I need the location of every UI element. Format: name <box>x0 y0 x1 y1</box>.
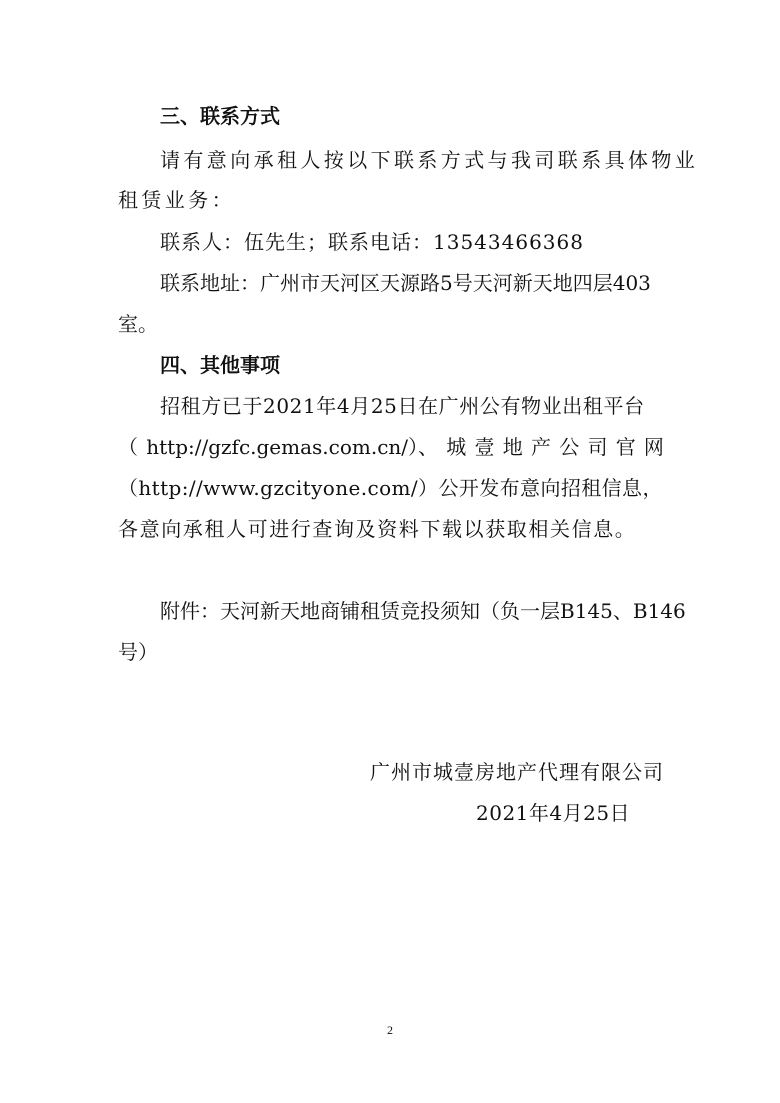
paragraph-line: 招租方已于2021年4月25日在广州公有物业出租平台 <box>160 394 645 418</box>
text-fragment: 网 <box>643 435 664 459</box>
text-fragment: 城 <box>446 435 467 459</box>
contact-address: 联系地址：广州市天河区天源路5号天河新天地四层403 <box>160 271 651 295</box>
text-fragment: （ <box>118 435 138 459</box>
text-fragment: http://gzfc.gemas.com.cn/）、 <box>146 435 439 459</box>
paragraph-line-justified <box>118 434 664 460</box>
text-fragment: 司 <box>587 435 608 459</box>
contact-person: 联系人：伍先生；联系电话：13543466368 <box>160 230 584 254</box>
paragraph-line: 租赁业务： <box>118 188 235 212</box>
paragraph-line: （http://www.gzcityone.com/）公开发布意向招租信息， <box>118 476 663 500</box>
signature-date: 2021年4月25日 <box>476 801 631 825</box>
contact-address-cont: 室。 <box>118 312 158 336</box>
text-fragment: 公 <box>559 435 580 459</box>
text-fragment: 官 <box>615 435 636 459</box>
page-number: 2 <box>387 1023 393 1037</box>
attachment-line: 附件：天河新天地商铺租赁竞投须知（负一层B145、B146 <box>160 599 686 623</box>
text-fragment: 壹 <box>474 435 495 459</box>
section-heading-other: 四、其他事项 <box>160 353 280 377</box>
section-heading-contact: 三、联系方式 <box>160 104 280 128</box>
paragraph-line: 请有意向承租人按以下联系方式与我司联系具体物业 <box>160 148 699 172</box>
attachment-line-cont: 号） <box>118 640 158 664</box>
paragraph-line: 各意向承租人可进行查询及资料下载以获取相关信息。 <box>118 517 637 541</box>
text-fragment: 产 <box>530 435 551 459</box>
signature-company: 广州市城壹房地产代理有限公司 <box>370 760 664 784</box>
text-fragment: 地 <box>502 435 523 459</box>
